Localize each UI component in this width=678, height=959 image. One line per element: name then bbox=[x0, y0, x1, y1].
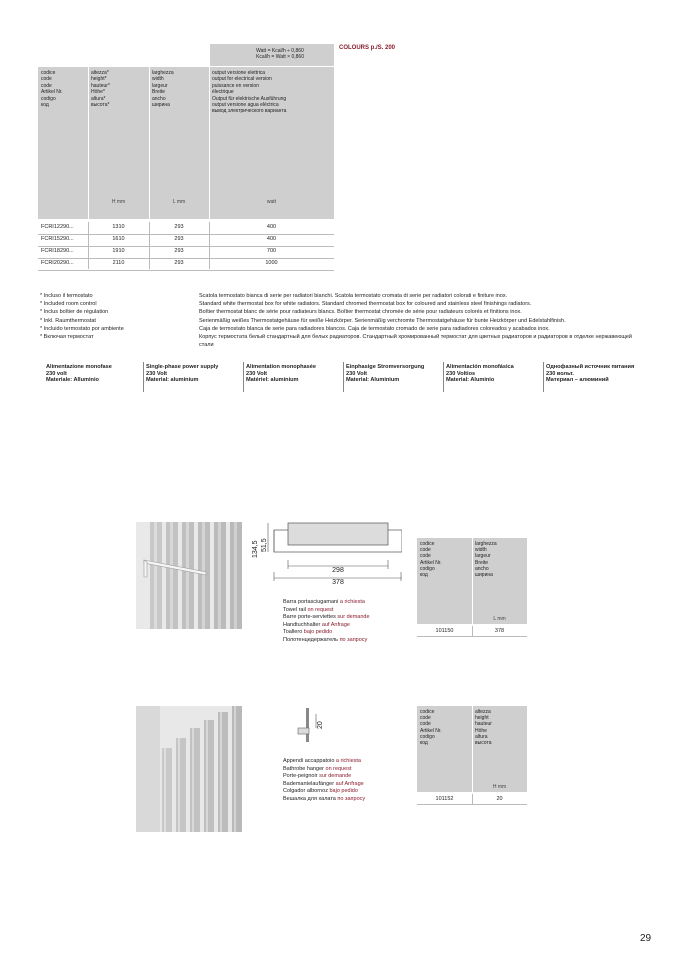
hanger-text: Appendi accappatoio a richiesta Bathrobe hanger on request Porte-peignoir sur demande Bademantelaufänger auf Anfrage Colgador albornoz bajo pedido Вешалка для халата по запросу bbox=[283, 758, 366, 802]
table-row: FCRI18290... 1910 293 700 bbox=[38, 246, 334, 259]
spec-table-header bbox=[38, 67, 334, 219]
hanger-photo bbox=[136, 706, 242, 832]
height-unit: H mm bbox=[111, 199, 126, 205]
power-de: Einphasige Stromversorgung 230 Volt Material: Aluminium bbox=[346, 364, 425, 383]
power-es: Alimentación monofásica 230 Voltios Material: Aluminio bbox=[446, 364, 514, 383]
power-it: Alimentazione monofase 230 volt Materiale: Alluminio bbox=[46, 364, 112, 383]
power-row bbox=[40, 362, 640, 392]
width-header: larghezza width largeur Breite ancho ширина bbox=[152, 70, 174, 109]
power-ru: Однофазный источник питания 230 вольт. Материал – алюминий bbox=[546, 364, 635, 383]
dim-20: 20 bbox=[317, 721, 324, 729]
page-number: 29 bbox=[640, 933, 652, 944]
towel-rail-drawing bbox=[252, 520, 402, 592]
dim-51: 51,5 bbox=[261, 538, 268, 552]
dim-378: 378 bbox=[332, 579, 344, 586]
code-header: codice code code Artikel Nr. codigo код bbox=[41, 70, 63, 109]
table-row: FCRI20290... 2110 293 1000 bbox=[38, 258, 334, 271]
height-header: altezza* height* hauteur* Höhe* altura* высота* bbox=[91, 70, 110, 109]
power-fr: Alimentation monophasée 230 Volt Matériel: aluminium bbox=[246, 364, 316, 383]
table-row: FCRI15290... 1610 293 400 bbox=[38, 234, 334, 247]
notes-right: Scatola termostato bianca di serie per radiatori bianchi. Scatola termostato cromata di serie per radiatori colorati e finiture inox. Standard white thermostat box for white radiators. Standard chromed thermostat box for coloured and stainless steel finishings radiators. Boîtier thermostat blanc de série pour radiateurs blancs. Boîtier thermostat chromée de série pour radiateurs colorés et finitions inox. Serienmäßig weißes Thermostatgehäuse für weiße Heizkörper. Serienmäßig verchromte Thermostatgehäuse für bunte Heizkörper und Edelstahlfinish. Caja de termostato blanca de serie para radiadores blancos. Caja de termostato cromado de serie para radiadores coloreados y acabados inox. Корпус термостата белый стандартный для белых радиаторов. Стандартный хромированный термостат для цветных радиаторов и радиаторов в отделке нержавеющей стали bbox=[199, 293, 632, 349]
hanger-drawing bbox=[294, 708, 334, 744]
towel-rail-text: Barra portasciugamani a richiesta Towel rail on request Barre porte-serviettes sur demande Handtuchhalter auf Anfrage Toallero bajo pedido Полотенцедержатель по запросу bbox=[283, 599, 370, 643]
output-header: output versione elettrica output for electrical version puissance en version électrique Output für elektrische Ausführung output versione agua eléctrica вывод электрического варианта bbox=[212, 70, 287, 115]
colours-ref: COLOURS p./S. 200 bbox=[339, 45, 396, 51]
width-unit: L mm bbox=[172, 199, 186, 205]
towel-rail-photo bbox=[136, 522, 242, 629]
dim-298: 298 bbox=[332, 567, 344, 574]
conversion-line: Kcal/h = Watt × 0,860 bbox=[256, 54, 304, 61]
conversion-box bbox=[210, 44, 334, 66]
dim-134: 134,5 bbox=[252, 540, 259, 558]
power-en: Single-phase power supply 230 Volt Material: aluminium bbox=[146, 364, 219, 383]
output-unit: watt bbox=[266, 199, 277, 205]
notes-left: * Incluso il termostato * Included room control * Inclus boîtier de régulation * Inkl. Raumthermostat * Incluido termostato por ambiente * Включая термостат bbox=[40, 293, 124, 341]
conversion-line: Watt = Kcal/h ÷ 0,860 bbox=[256, 48, 304, 54]
table-row: FCRI12290... 1310 293 400 bbox=[38, 222, 334, 235]
